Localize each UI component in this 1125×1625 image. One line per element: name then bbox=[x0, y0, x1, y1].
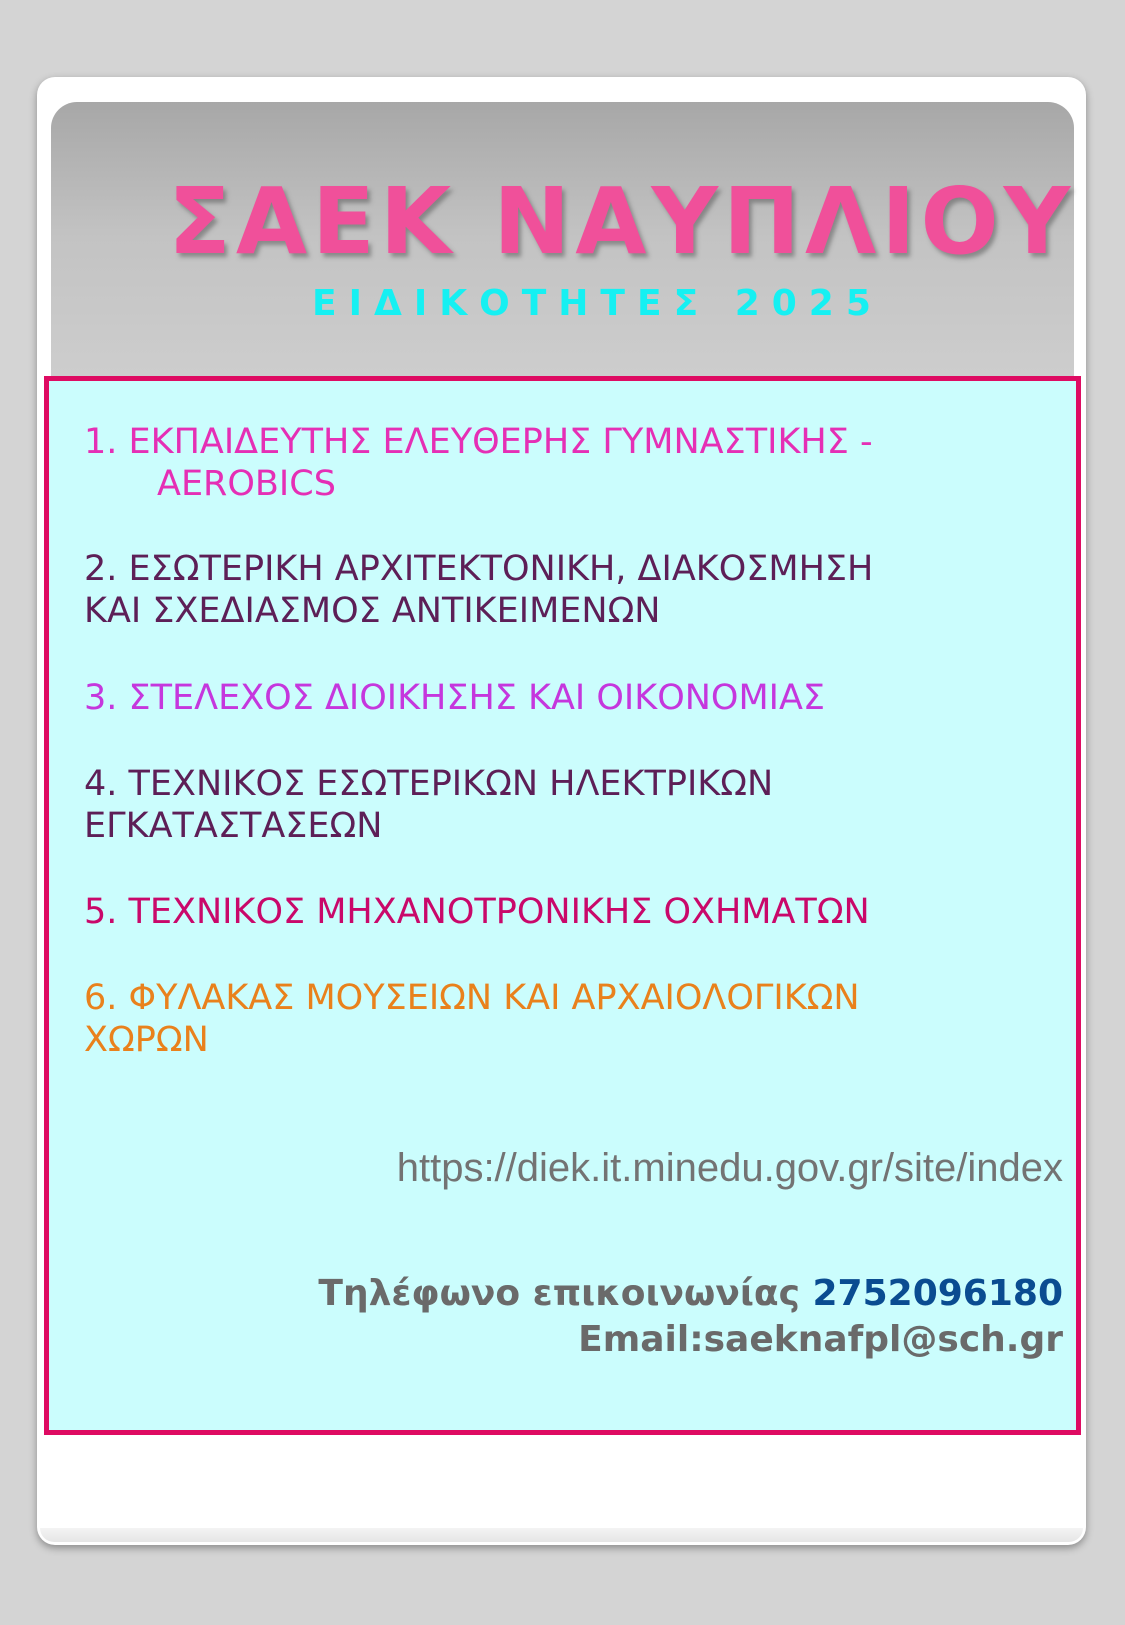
specialty-item-2-line2: ΚΑΙ ΣΧΕΔΙΑΣΜΟΣ ΑΝΤΙΚΕΙΜΕΝΩΝ bbox=[84, 591, 661, 631]
specialty-item-1-line1: 1. ΕΚΠΑΙΔΕΥΤΗΣ ΕΛΕΥΘΕΡΗΣ ΓΥΜΝΑΣΤΙΚΗΣ - bbox=[84, 422, 873, 462]
specialty-item-4-line1: 4. ΤΕΧΝΙΚΟΣ ΕΣΩΤΕΡΙΚΩΝ ΗΛΕΚΤΡΙΚΩΝ bbox=[84, 764, 774, 804]
specialty-item-4-line2: ΕΓΚΑΤΑΣΤΑΣΕΩΝ bbox=[84, 806, 383, 846]
specialty-item-1 bbox=[84, 421, 873, 505]
phone-number[interactable]: 2752096180 bbox=[812, 1273, 1063, 1314]
specialty-item-3-line1: 3. ΣΤΕΛΕΧΟΣ ΔΙΟΙΚΗΣΗΣ ΚΑΙ ΟΙΚΟΝΟΜΙΑΣ bbox=[84, 678, 826, 718]
website-link[interactable]: https://diek.it.minedu.gov.gr/site/index bbox=[396, 1146, 1063, 1190]
email-contact[interactable]: Email:saeknafpl@sch.gr bbox=[578, 1319, 1063, 1360]
specialty-item-5 bbox=[84, 891, 870, 933]
phone-contact bbox=[318, 1273, 1063, 1314]
card-bottom-band bbox=[40, 1528, 1083, 1542]
poster-subtitle: ΕΙΔΙΚΟΤΗΤΕΣ 2025 bbox=[312, 283, 883, 324]
specialty-item-6-line1: 6. ΦΥΛΑΚΑΣ ΜΟΥΣΕΙΩΝ ΚΑΙ ΑΡΧΑΙΟΛΟΓΙΚΩΝ bbox=[84, 978, 860, 1018]
specialty-item-6 bbox=[84, 977, 860, 1061]
specialty-item-2 bbox=[84, 548, 873, 632]
specialty-item-4 bbox=[84, 763, 773, 847]
poster-title: ΣΑΕΚ ΝΑΥΠΛΙΟΥ bbox=[168, 168, 1076, 275]
specialty-item-5-line1: 5. ΤΕΧΝΙΚΟΣ ΜΗΧΑΝΟΤΡΟΝΙΚΗΣ ΟΧΗΜΑΤΩΝ bbox=[84, 892, 870, 932]
specialty-item-3 bbox=[84, 677, 825, 719]
specialty-item-1-line2: AEROBICS bbox=[157, 464, 336, 504]
specialty-item-6-line2: ΧΩΡΩΝ bbox=[84, 1020, 209, 1060]
specialty-item-2-line1: 2. ΕΣΩΤΕΡΙΚΗ ΑΡΧΙΤΕΚΤΟΝΙΚΗ, ΔΙΑΚΟΣΜΗΣΗ bbox=[84, 549, 874, 589]
phone-label: Τηλέφωνο επικοινωνίας bbox=[318, 1273, 813, 1314]
